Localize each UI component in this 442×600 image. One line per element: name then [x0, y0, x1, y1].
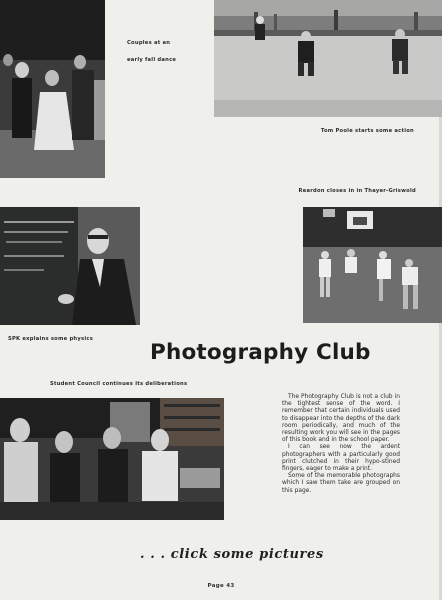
council-photo: [0, 398, 224, 520]
tagline: . . . click some pictures: [140, 547, 324, 562]
hockey-caption: Tom Poole starts some action: [320, 128, 414, 134]
council-caption: Student Council continues its deliberations: [50, 381, 188, 387]
club-description: [282, 394, 400, 495]
dance-caption-line-2: early fall dance: [127, 57, 177, 63]
physics-caption: SPK explains some physics: [8, 336, 94, 342]
body-paragraph: The Photography Club is not a club in the tightest sense of the word. I remember that certain individuals used to disappear into the depths of the dark room periodically, and much of the resulting work you will see in the pages of this book and in the school paper.: [282, 394, 400, 444]
body-paragraph: Some of the memorable photographs which I saw them take are grouped on this page.: [282, 473, 400, 494]
dance-caption-line-1: Couples at an: [127, 40, 171, 46]
basketball-photo: [303, 207, 442, 323]
dance-photo: [0, 0, 105, 178]
page-number: Page 43: [207, 583, 235, 589]
body-paragraph: I can see now the ardent photographers with a particularly good print clutched in their hypo-stined fingers, eager to make a print.: [282, 444, 400, 473]
basketball-caption: Reardon closes in in Thayer-Griswold: [298, 188, 416, 194]
page-title: Photography Club: [150, 340, 371, 365]
physics-photo: [0, 207, 140, 325]
hockey-photo: [214, 0, 442, 117]
